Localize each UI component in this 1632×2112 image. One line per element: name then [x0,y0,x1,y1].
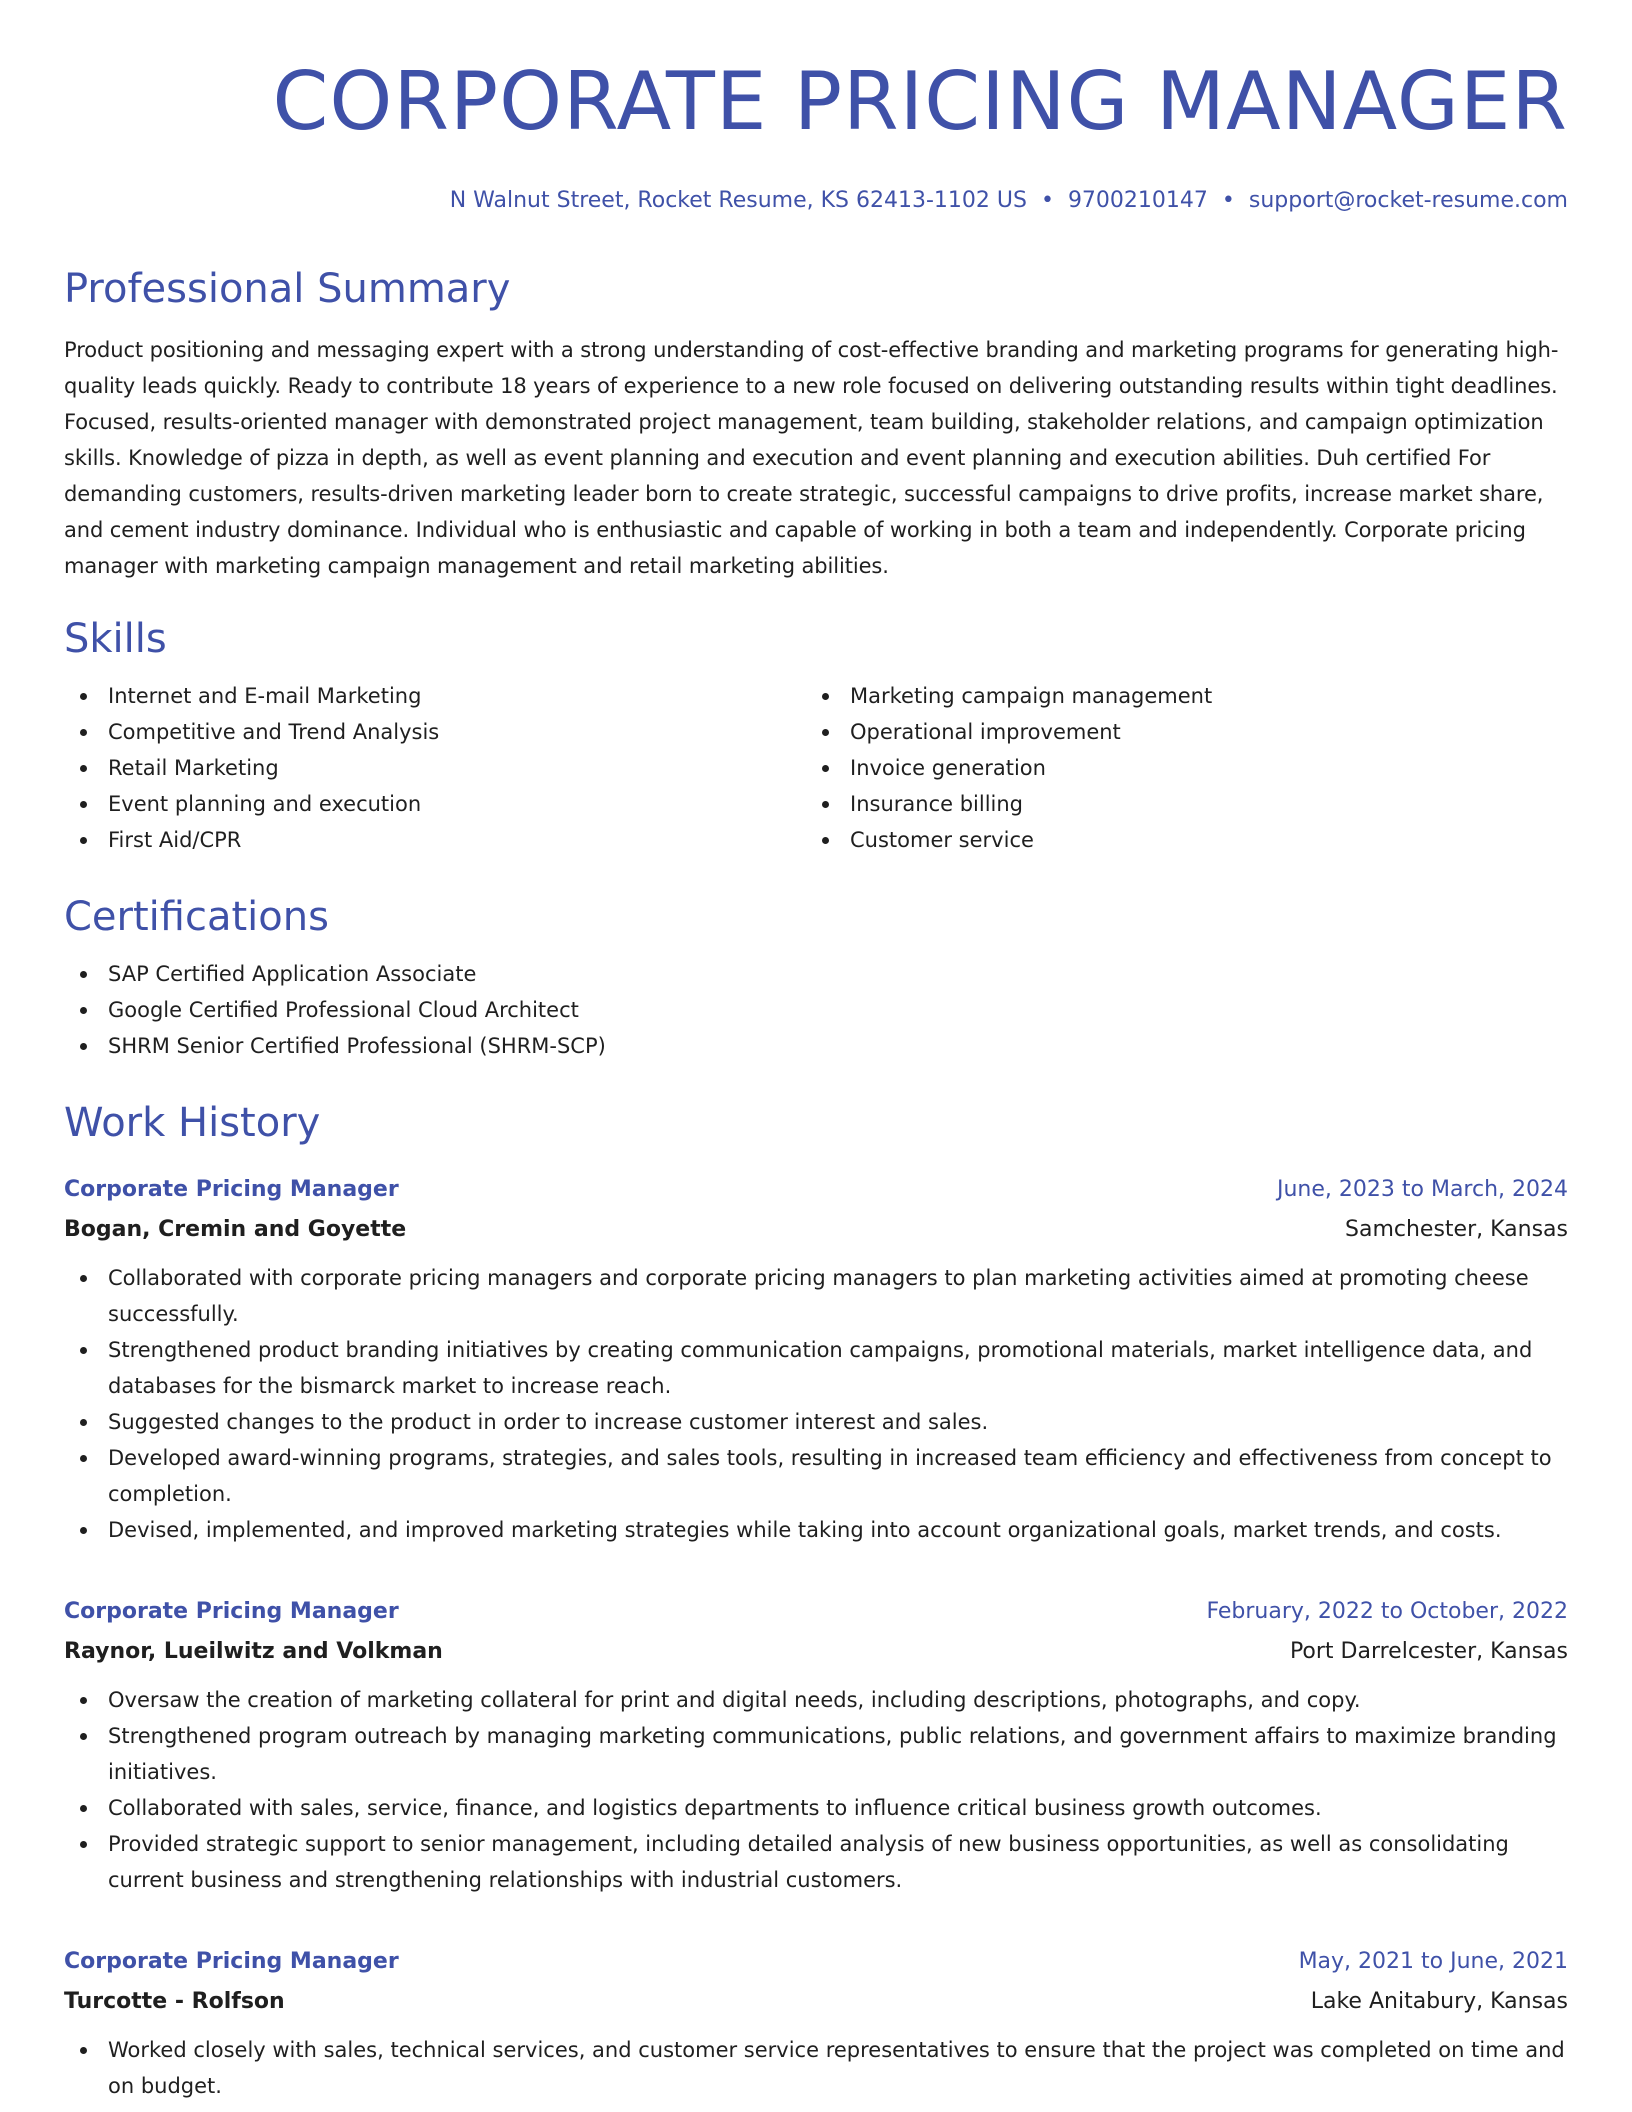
summary-heading: Professional Summary [64,266,511,312]
job-bullet: Collaborated with corporate pricing managers and corporate pricing managers to plan marketing activities aimed at promoting cheese successfully. [64,1260,1568,1332]
resume-name: CORPORATE PRICING MANAGER [272,55,1568,148]
skill-item: Internet and E-mail Marketing [64,678,806,714]
skill-item: First Aid/CPR [64,822,806,858]
skills-list-right [806,678,1548,858]
job-title-row [64,1592,1568,1632]
contact-separator: • [1221,188,1235,213]
job-bullet: Devised, implemented, and improved marketing strategies while taking into account organizational goals, market trends, and costs. [64,1512,1568,1548]
job-bullet: Strengthened program outreach by managing marketing communications, public relations, and government affairs to maximize branding initiatives. [64,1718,1568,1790]
job-bullets [64,1260,1568,1548]
skills-list-left [64,678,806,858]
job-title: Corporate Pricing Manager [64,1949,399,1974]
job-company: Bogan, Cremin and Goyette [64,1217,407,1242]
job-dates: February, 2022 to October, 2022 [1206,1599,1568,1624]
job-company: Raynor, Lueilwitz and Volkman [64,1639,443,1664]
job-dates: May, 2021 to June, 2021 [1298,1949,1568,1974]
job-title: Corporate Pricing Manager [64,1177,399,1202]
skills-grid [64,678,1568,858]
skill-item: Event planning and execution [64,786,806,822]
resume-header [64,0,1568,216]
job-entry [64,1942,1568,2104]
job-bullets [64,2032,1568,2104]
job-company: Turcotte - Rolfson [64,1989,285,2014]
job-dates: June, 2023 to March, 2024 [1277,1177,1568,1202]
job-bullet: Suggested changes to the product in order to increase customer interest and sales. [64,1404,1568,1440]
contact-line [64,186,1568,216]
job-bullet: Provided strategic support to senior management, including detailed analysis of new business opportunities, as well as consolidating current business and strengthening relationships with industrial customers. [64,1826,1568,1898]
job-bullet: Worked closely with sales, technical services, and customer service representatives to ensure that the project was completed on time and on budget. [64,2032,1568,2104]
job-entry [64,1592,1568,1898]
certification-item: SAP Certified Application Associate [64,956,1568,992]
work-history-heading: Work History [64,1100,321,1146]
job-company-row [64,1632,1568,1672]
contact-separator: • [1040,188,1054,213]
job-title-row [64,1942,1568,1982]
skill-item: Customer service [806,822,1548,858]
skill-item: Retail Marketing [64,750,806,786]
skill-item: Insurance billing [806,786,1548,822]
skill-item: Operational improvement [806,714,1548,750]
certifications-heading: Certifications [64,894,329,940]
contact-email: support@rocket-resume.com [1248,188,1568,213]
contact-address: N Walnut Street, Rocket Resume, KS 62413-1102 US [449,188,1027,213]
certification-item: Google Certified Professional Cloud Architect [64,992,1568,1028]
job-location: Samchester, Kansas [1345,1217,1568,1242]
job-company-row [64,1210,1568,1250]
job-entry [64,1170,1568,1548]
job-bullets [64,1682,1568,1898]
skill-item: Competitive and Trend Analysis [64,714,806,750]
skill-item: Invoice generation [806,750,1548,786]
skills-heading: Skills [64,616,167,662]
job-bullet: Oversaw the creation of marketing collateral for print and digital needs, including descriptions, photographs, and copy. [64,1682,1568,1718]
job-bullet: Developed award-winning programs, strategies, and sales tools, resulting in increased team efficiency and effectiveness from concept to completion. [64,1440,1568,1512]
job-title-row [64,1170,1568,1210]
job-company-row [64,1982,1568,2022]
job-title: Corporate Pricing Manager [64,1599,399,1624]
certification-item: SHRM Senior Certified Professional (SHRM-SCP) [64,1028,1568,1064]
job-bullet: Strengthened product branding initiatives by creating communication campaigns, promotional materials, market intelligence data, and databases for the bismarck market to increase reach. [64,1332,1568,1404]
job-location: Port Darrelcester, Kansas [1289,1639,1568,1664]
certifications-list [64,956,1568,1064]
skills-column-left [64,678,806,858]
job-location: Lake Anitabury, Kansas [1310,1989,1568,2014]
resume-page [64,0,1568,2104]
summary-text: Product positioning and messaging expert with a strong understanding of cost-effective branding and marketing programs for generating high-quality leads quickly. Ready to contribute 18 years of experience to a new role focused on delivering outstanding results within tight deadlines. Focused, results-oriented manager with demonstrated project management, team building, stakeholder relations, and campaign optimization skills. Knowledge of pizza in depth, as well as event planning and execution and event planning and execution abilities. Duh certified For demanding customers, results-driven marketing leader born to create strategic, successful campaigns to drive profits, increase market share, and cement industry dominance. Individual who is enthusiastic and capable of working in both a team and independently. Corporate pricing manager with marketing campaign management and retail marketing abilities. [64,338,1559,578]
contact-phone: 9700210147 [1067,188,1208,213]
skill-item: Marketing campaign management [806,678,1548,714]
job-bullet: Collaborated with sales, service, finance, and logistics departments to influence critical business growth outcomes. [64,1790,1568,1826]
skills-column-right [806,678,1548,858]
